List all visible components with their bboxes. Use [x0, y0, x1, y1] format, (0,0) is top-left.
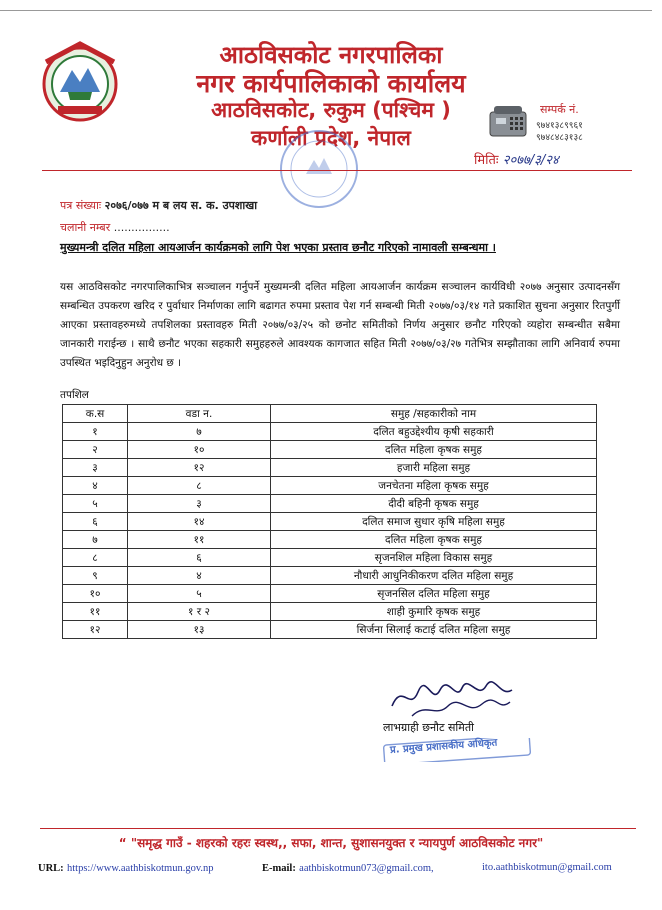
row-group-name: दीदी बहिनी कृषक समुह [271, 495, 597, 513]
row-serial: १ [63, 423, 128, 441]
stamp-text: प्र. प्रमुख प्रशासकीय अधिकृत [389, 737, 498, 756]
reference-number [60, 198, 257, 213]
date-value: २०७७/३/२४ [502, 153, 559, 168]
reference-value: २०७६/०७७ म ब लय स. क. उपशाखा [104, 199, 258, 212]
row-serial: ९ [63, 567, 128, 585]
reference-label: पत्र संख्याः [60, 199, 102, 212]
letter-subject: मुख्यमन्त्री दलित महिला आयआर्जन कार्यक्रमको लागि पेश भएका प्रस्ताव छनौट गरिएको नामावली सम्बन्धमा । [60, 241, 496, 254]
col-group-name: समुह /सहकारीको नाम [271, 405, 597, 423]
table-row [63, 621, 597, 639]
row-group-name: जनचेतना महिला कृषक समुह [271, 477, 597, 495]
row-serial: ३ [63, 459, 128, 477]
table-row [63, 603, 597, 621]
email-link-1[interactable]: aathbiskotmun073@gmail.com, [299, 863, 434, 874]
row-group-name: दलित महिला कृषक समुह [271, 441, 597, 459]
table-row [63, 513, 597, 531]
row-ward: १ र २ [128, 603, 271, 621]
row-group-name: दलित महिला कृषक समुह [271, 531, 597, 549]
row-group-name: शाही कुमारि कृषक समुह [271, 603, 597, 621]
chalani-value: ................ [113, 221, 170, 234]
chalani-label: चलानी नम्बर [60, 221, 111, 234]
col-serial: क.स [63, 405, 128, 423]
contact-number-2: ९७४८४८३१३८ [536, 133, 583, 143]
row-ward: ७ [128, 423, 271, 441]
selection-table [62, 404, 597, 639]
table-row [63, 585, 597, 603]
url-label: URL: [38, 863, 64, 874]
table-header-row [63, 405, 597, 423]
row-ward: ३ [128, 495, 271, 513]
row-ward: १४ [128, 513, 271, 531]
row-ward: ११ [128, 531, 271, 549]
footer-url [38, 862, 214, 874]
contact-label: सम्पर्क नं. [540, 103, 579, 116]
col-ward: वडा न. [128, 405, 271, 423]
signatory-stamp [382, 738, 532, 762]
municipality-name: आठविसकोट नगरपालिका [219, 41, 443, 69]
details-label: तपशिल [60, 389, 89, 401]
footer-slogan: “ "समृद्ध गाउँ - शहरको रहरः स्वस्थ,, सफा, शान्त, सुशासनयुक्त र न्यायपुर्ण आठविसकोट नगर" [118, 836, 544, 850]
row-serial: ११ [63, 603, 128, 621]
row-serial: ८ [63, 549, 128, 567]
date-label: मितिः [474, 153, 499, 168]
row-ward: ४ [128, 567, 271, 585]
province-name: कर्णाली प्रदेश, नेपाल [251, 126, 411, 150]
row-group-name: सिर्जना सिलाई कटाई दलित महिला समुह [271, 621, 597, 639]
email-label: E-mail: [262, 863, 296, 874]
row-group-name: सृजनशिल महिला विकास समुह [271, 549, 597, 567]
dispatch-number [60, 220, 170, 235]
office-address: आठविसकोट, रुकुम (पश्चिम ) [211, 98, 451, 122]
header-divider [42, 170, 632, 171]
top-rule [0, 10, 652, 11]
letter-body: यस आठविसकोट नगरपालिकाभित्र सञ्चालन गर्नुपर्ने मुख्यमन्त्री दलित महिला आयआर्जन कार्यक्रम सञ्चालन कार्यविधी २०७७ अनुसार उत्पादनसँग सम्बन्धित उपकरण खरिद र पुर्वाधार निर्माणका लागि बढागत रुपमा प्रस्ताव पेश गर्न सम्बन्धी मिती २०७७/०३/१४ गते प्रकाशित सुचना अनुसार रितपुर्गी आएका प्रस्तावहरुमध्ये तपशिलका प्रस्तावहरु मिती २०७७/०३/२५ को छनोट समितीको निर्णय अनुसार छनौट गरिएको व्यहोरा सम्बन्धीत सबैमा जानकारी गराईन्छ । साथै छनौट भएका सहकारी समुहहरुले आवश्यक कागजात सहित मिती २०७७/०३/२७ गतेभित्र सम्झौताका लागि अनिवार्य रुपमा उपस्थित भइदिनुहुन अनुरोध छ । [60, 281, 620, 369]
row-group-name: दलित बहुउद्देश्यीय कृषी सहकारी [271, 423, 597, 441]
table-row [63, 477, 597, 495]
row-serial: ७ [63, 531, 128, 549]
table-row [63, 495, 597, 513]
row-ward: ८ [128, 477, 271, 495]
footer-divider [40, 828, 636, 829]
row-ward: १३ [128, 621, 271, 639]
office-stamp-icon [278, 128, 360, 210]
url-link[interactable]: https://www.aathbiskotmun.gov.np [67, 863, 214, 874]
row-ward: ६ [128, 549, 271, 567]
row-serial: १२ [63, 621, 128, 639]
table-row [63, 567, 597, 585]
telephone-icon [488, 104, 528, 138]
row-ward: १२ [128, 459, 271, 477]
signature-icon [382, 672, 522, 722]
table-row [63, 549, 597, 567]
letter-date [474, 150, 559, 168]
table-row [63, 459, 597, 477]
signature-label: लाभग्राही छनौट समिती [383, 721, 474, 734]
email-link-2[interactable]: ito.aathbiskotmun@gmail.com [482, 862, 612, 873]
footer-email [262, 862, 434, 874]
table-row [63, 423, 597, 441]
row-serial: २ [63, 441, 128, 459]
contact-number-1: ९७४१३८९९६१ [536, 121, 583, 131]
row-serial: ५ [63, 495, 128, 513]
table-row [63, 531, 597, 549]
office-name: नगर कार्यपालिकाको कार्यालय [196, 69, 466, 98]
row-group-name: हजारी महिला समुह [271, 459, 597, 477]
row-ward: १० [128, 441, 271, 459]
row-serial: १० [63, 585, 128, 603]
row-group-name: दलित समाज सुधार कृषि महिला समुह [271, 513, 597, 531]
row-serial: ६ [63, 513, 128, 531]
table-row [63, 441, 597, 459]
row-group-name: सृजनसिल दलित महिला समुह [271, 585, 597, 603]
row-ward: ५ [128, 585, 271, 603]
row-group-name: नौधारी आधुनिकीकरण दलित महिला समुह [271, 567, 597, 585]
row-serial: ४ [63, 477, 128, 495]
